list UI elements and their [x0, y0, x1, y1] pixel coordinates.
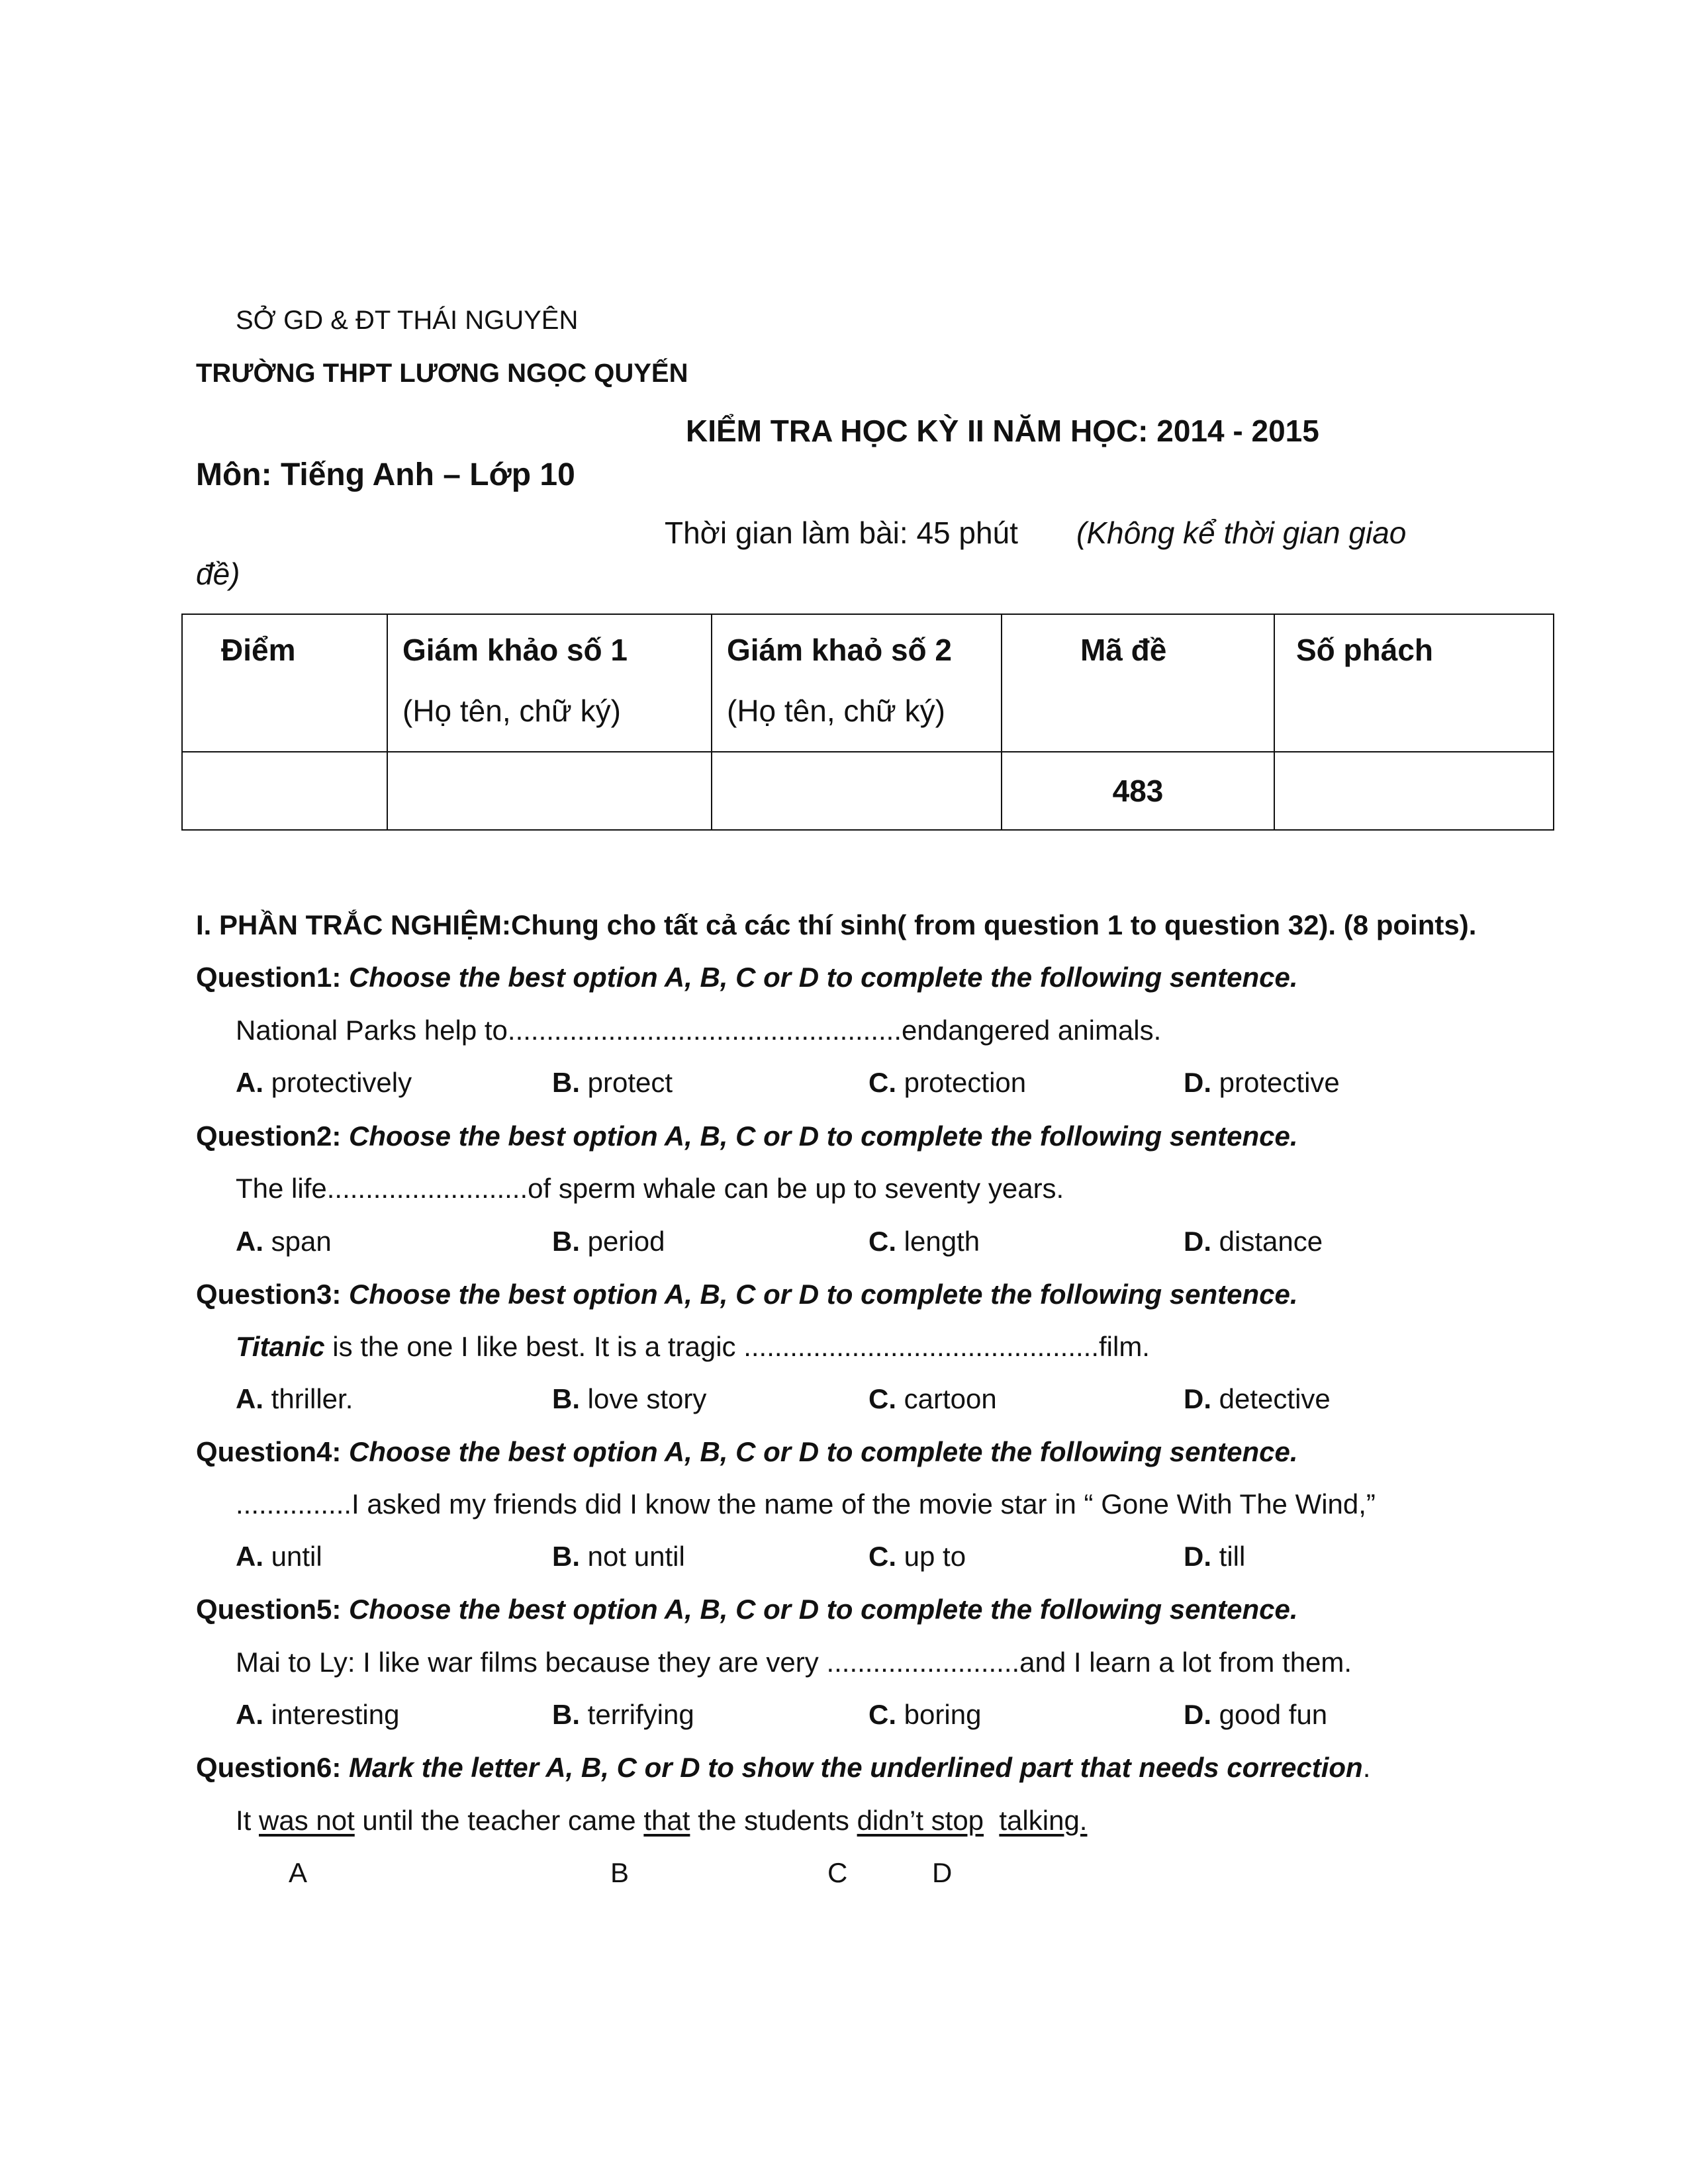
question-stem: Titanic is the one I like best. It is a tragic ..............................................film.: [236, 1331, 1150, 1362]
question-heading: [196, 1279, 1298, 1310]
score-table-value-row: [182, 752, 1554, 830]
option-d: D. good fun: [1184, 1699, 1328, 1730]
question-instruction: Choose the best option A, B, C or D to complete the following sentence.: [349, 1594, 1298, 1625]
question-heading: [196, 1594, 1298, 1625]
examiner2-sublabel: (Họ tên, chữ ký): [727, 694, 945, 728]
serial-label: Số phách: [1296, 633, 1434, 667]
examiner1-label: Giám khảo số 1: [402, 633, 628, 667]
question-stem: Mai to Ly: I like war films because they are very .........................and I learn a lot from them.: [236, 1647, 1352, 1678]
question-label: Question6:: [196, 1752, 342, 1783]
option-b: B. love story: [552, 1383, 707, 1414]
marker-a: A: [289, 1857, 308, 1888]
underlined-part-b: that: [643, 1805, 690, 1836]
underlined-part-d: talking.: [999, 1805, 1088, 1836]
exam-code-value: 483: [1002, 752, 1274, 830]
question-heading: Question6: Mark the letter A, B, C or D to show the underlined part that needs correction.: [196, 1752, 1371, 1783]
examiner2-label: Giám khaỏ số 2: [727, 633, 953, 667]
option-c: C. cartoon: [868, 1383, 997, 1414]
underlined-part-a: was not: [259, 1805, 355, 1836]
examiner2-cell-header: [712, 614, 1002, 752]
option-a: A. until: [236, 1541, 322, 1572]
score-value-cell: [182, 752, 387, 830]
marker-c: C: [827, 1857, 848, 1888]
question-label: Question1:: [196, 962, 342, 993]
score-table: [181, 614, 1554, 831]
question-label: Question2:: [196, 1120, 342, 1152]
section-title: I. PHẦN TRẮC NGHIỆM:Chung cho tất cả các thí sinh( from question 1 to question 32). (8 points).: [196, 909, 1477, 940]
exam-code-label: Mã đề: [1080, 633, 1167, 667]
question-heading: [196, 1120, 1298, 1152]
question-heading: [196, 962, 1298, 993]
question-instruction: Choose the best option A, B, C or D to complete the following sentence.: [349, 1436, 1298, 1467]
marker-d: D: [932, 1857, 953, 1888]
question-label: Question5:: [196, 1594, 342, 1625]
film-title: Titanic: [236, 1331, 325, 1362]
exam-title: KIỂM TRA HỌC KỲ II NĂM HỌC: 2014 - 2015: [686, 414, 1319, 448]
score-cell-header: [182, 614, 387, 752]
error-sentence: It was not until the teacher came that the students didn’t stop talking.: [236, 1805, 1088, 1836]
question-stem: ...............I asked my friends did I know the name of the movie star in “ Gone With The Wind,”: [236, 1488, 1376, 1520]
exam-code-cell-header: [1002, 614, 1274, 752]
school-name: TRƯỜNG THPT LƯƠNG NGỌC QUYẾN: [196, 359, 688, 388]
option-a: A. thriller.: [236, 1383, 353, 1414]
option-a: A. span: [236, 1226, 332, 1257]
examiner1-value-cell: [387, 752, 712, 830]
question-stem: National Parks help to...................................................endangered animals.: [236, 1015, 1162, 1046]
marker-b: B: [610, 1857, 630, 1888]
option-c: C. boring: [868, 1699, 982, 1730]
question-instruction: Choose the best option A, B, C or D to complete the following sentence.: [349, 1279, 1298, 1310]
underlined-part-c: didn’t stop: [857, 1805, 984, 1836]
question-instruction: Mark the letter A, B, C or D to show the underlined part that needs correction: [349, 1752, 1363, 1783]
question-stem: The life..........................of sperm whale can be up to seventy years.: [236, 1173, 1064, 1204]
serial-value-cell: [1274, 752, 1554, 830]
examiner1-cell-header: [387, 614, 712, 752]
option-c: C. length: [868, 1226, 980, 1257]
option-d: D. detective: [1184, 1383, 1331, 1414]
serial-cell-header: [1274, 614, 1554, 752]
score-table-header-row: [182, 614, 1554, 752]
option-d: D. protective: [1184, 1067, 1340, 1098]
examiner1-sublabel: (Họ tên, chữ ký): [402, 694, 621, 728]
question-instruction: Choose the best option A, B, C or D to complete the following sentence.: [349, 1120, 1298, 1152]
question-heading: [196, 1436, 1298, 1468]
option-a: A. interesting: [236, 1699, 400, 1730]
option-b: B. protect: [552, 1067, 673, 1098]
exam-time-note: (Không kể thời gian giao: [1076, 516, 1407, 550]
option-b: B. period: [552, 1226, 665, 1257]
examiner2-value-cell: [712, 752, 1002, 830]
option-d: D. distance: [1184, 1226, 1323, 1257]
question-instruction: Choose the best option A, B, C or D to complete the following sentence.: [349, 962, 1298, 993]
option-c: C. protection: [868, 1067, 1027, 1098]
option-c: C. up to: [868, 1541, 966, 1572]
option-a: A. protectively: [236, 1067, 412, 1098]
option-b: B. not until: [552, 1541, 685, 1572]
department-name: SỞ GD & ĐT THÁI NGUYÊN: [236, 306, 579, 335]
option-b: B. terrifying: [552, 1699, 694, 1730]
question-label: Question3:: [196, 1279, 342, 1310]
score-column-label: Điểm: [221, 633, 296, 667]
subject-title: Môn: Tiếng Anh – Lớp 10: [196, 457, 575, 492]
option-d: D. till: [1184, 1541, 1246, 1572]
question-label: Question4:: [196, 1436, 342, 1467]
exam-time: Thời gian làm bài: 45 phút: [665, 516, 1018, 550]
exam-time-note-cont: đề): [196, 557, 240, 591]
